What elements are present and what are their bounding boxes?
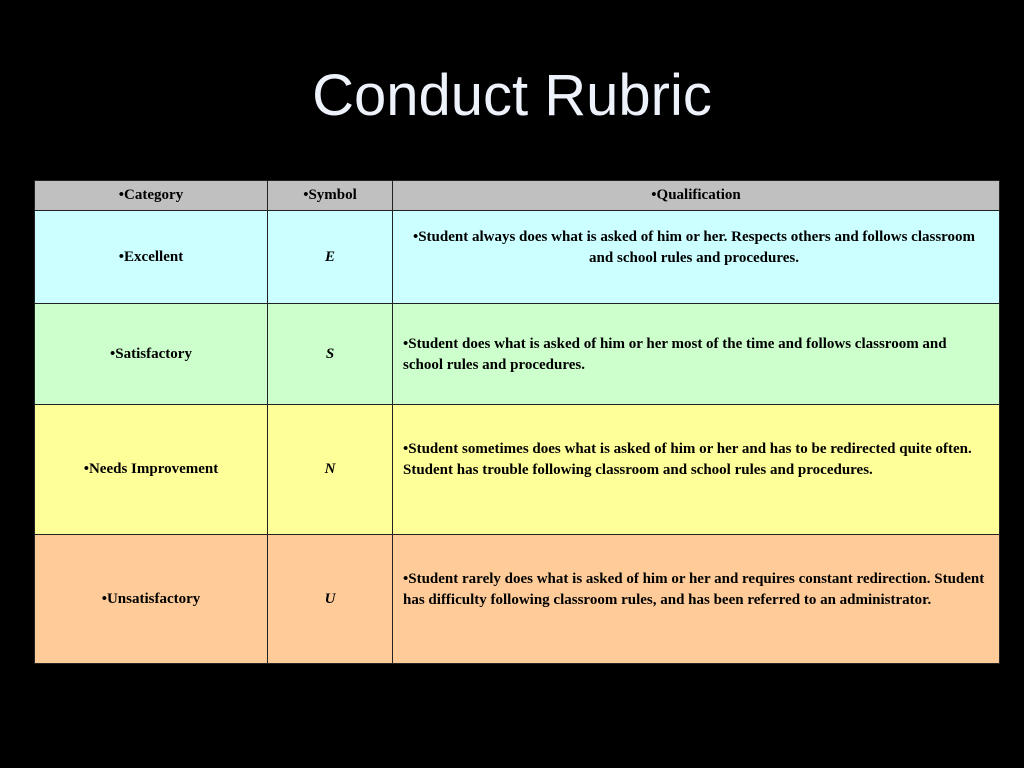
slide-title: Conduct Rubric <box>312 63 712 128</box>
row-qualification-cell <box>393 211 1000 304</box>
row-symbol-cell: U <box>268 535 393 664</box>
row-symbol-cell: N <box>268 405 393 535</box>
table-row <box>35 535 1000 664</box>
row-qualification-text: •Student does what is asked of him or her most of the time and follows classroom and school rules and procedures. <box>403 336 947 373</box>
row-category-cell: •Excellent <box>35 211 268 304</box>
table-header-row <box>35 181 1000 211</box>
conduct-rubric-table <box>34 180 1000 664</box>
row-qualification-cell <box>393 304 1000 405</box>
row-qualification-text: •Student always does what is asked of him or her. Respects others and follows classroom and school rules and procedures. <box>412 229 976 266</box>
row-category-cell: •Unsatisfactory <box>35 535 268 664</box>
header-category: •Category <box>35 181 268 211</box>
table-row <box>35 405 1000 535</box>
row-qualification-cell <box>393 535 1000 664</box>
row-qualification-cell <box>393 405 1000 535</box>
row-category-cell: •Satisfactory <box>35 304 268 405</box>
row-symbol-cell: S <box>268 304 393 405</box>
row-symbol-cell: E <box>268 211 393 304</box>
row-qualification-text: •Student rarely does what is asked of him or her and requires constant redirection. Student has difficulty following classroom rules, and has been referred to an administrator. <box>403 571 985 608</box>
table-row <box>35 211 1000 304</box>
table-row <box>35 304 1000 405</box>
row-qualification-text: •Student sometimes does what is asked of him or her and has to be redirected quite often. Student has trouble following classroom and school rules and procedures. <box>403 441 972 478</box>
header-qualification: •Qualification <box>393 181 1000 211</box>
row-category-cell: •Needs Improvement <box>35 405 268 535</box>
header-symbol: •Symbol <box>268 181 393 211</box>
